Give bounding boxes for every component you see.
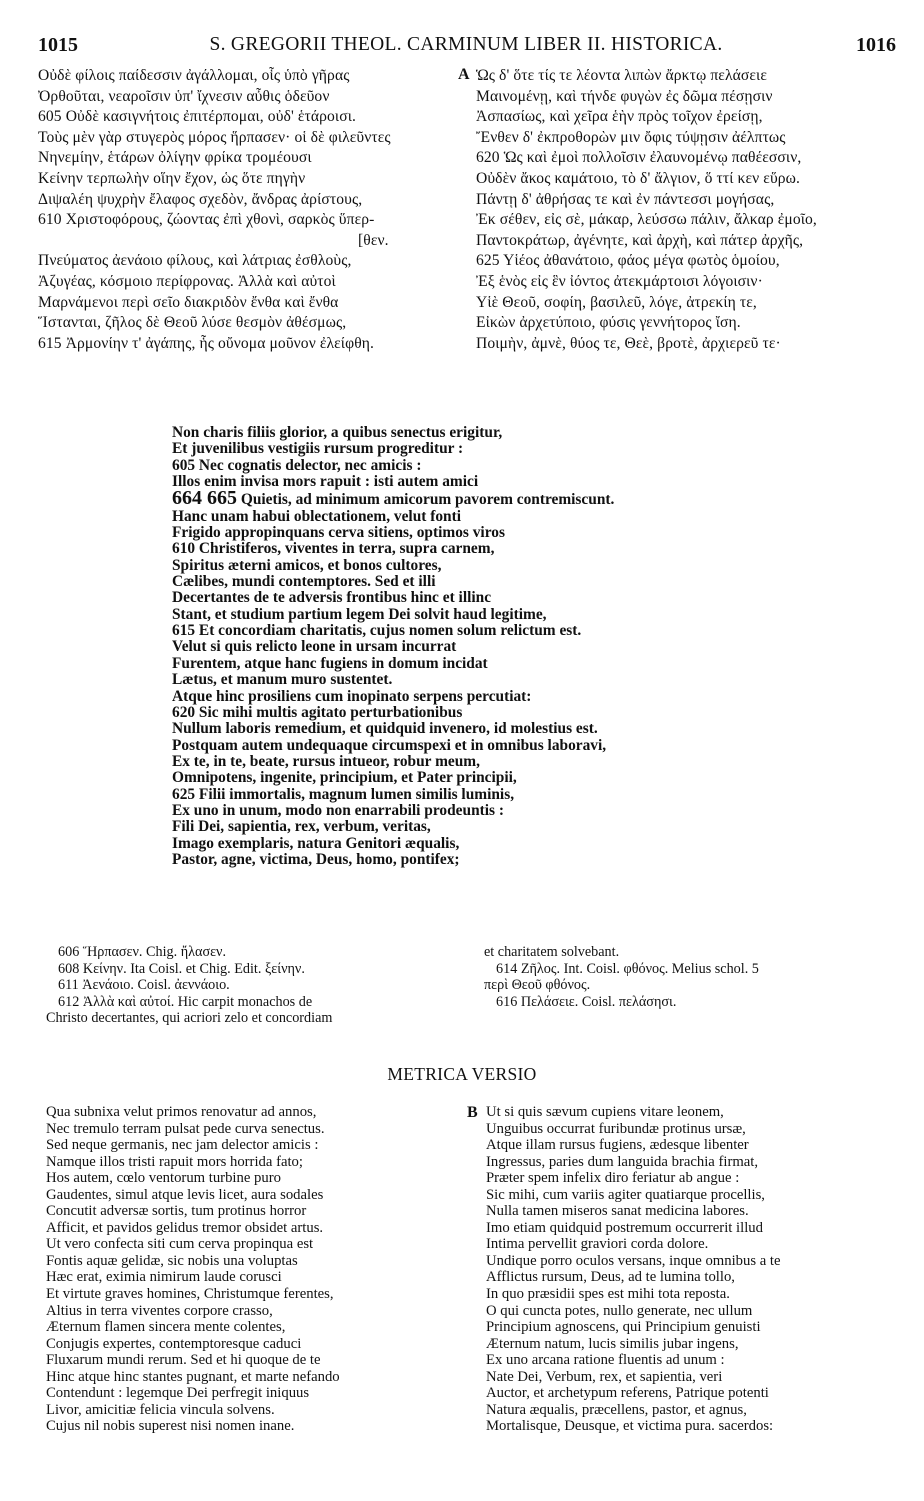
verse-line: Hæc erat, eximia nimirum laude corusci xyxy=(46,1269,282,1286)
verse-line: Æternum flamen sincera mente colentes, xyxy=(46,1319,286,1336)
latin-line: Ex uno in unum, modo non enarrabili prodeuntis : xyxy=(172,801,504,819)
verse-line: Contendunt : legemque Dei perfregit iniquus xyxy=(46,1385,310,1402)
column-numbers: 664 665 xyxy=(172,487,237,510)
greek-line: Ἔνθεν δ' ἐκπροθορὼν μιν ὄφις τύψῃσιν ἀέλπτως xyxy=(476,128,786,146)
verse-line: Natura æqualis, præcellens, pastor, et agnus, xyxy=(486,1401,747,1418)
verse-line: Atque illam rursus fugiens, ædesque libenter xyxy=(486,1137,749,1154)
verse-line: Livor, amicitiæ felicia vincula solvens. xyxy=(46,1401,275,1418)
running-header xyxy=(30,34,902,58)
greek-text-left-column xyxy=(38,66,458,354)
verse-line: Qua subnixa velut primos renovatur ad annos, xyxy=(46,1104,317,1120)
verse-line: Sed neque germanis, nec jam delector amicis : xyxy=(46,1137,319,1154)
greek-line: Πνεύματος ἀενάοιο φίλους, καὶ λάτριας ἐσθλοὺς, xyxy=(38,252,352,270)
footnote-line: 612 Ἀλλὰ καὶ αὐτοί. Hic carpit monachos de xyxy=(58,993,313,1010)
greek-line: Ἐξ ἑνὸς εἰς ἓν ἰόντος ἀτεκμάρτοισι λόγοισιν· xyxy=(476,272,763,290)
verse-line: Afficit, et pavidos gelidus tremor obsidet artus. xyxy=(46,1219,324,1236)
greek-line: Ποιμὴν, ἀμνὲ, θύος τε, Θεὲ, βροτὲ, ἀρχιερεῦ τε· xyxy=(476,334,781,352)
latin-line: Omnipotens, ingenite, principium, et Pater principii, xyxy=(172,769,517,787)
verse-line: Altius in terra viventes corpore crasso, xyxy=(46,1302,273,1319)
verse-line: Sic mihi, cum variis agiter quatiarque procellis, xyxy=(486,1186,765,1203)
latin-line: 625 Filii immortalis, magnum lumen similis luminis, xyxy=(172,785,515,803)
latin-line: 620 Sic mihi multis agitato perturbationibus xyxy=(172,703,463,721)
greek-line: Διψαλέη ψυχρὴν ἔλαφος σχεδὸν, ἄνδρας ἀρίστους, xyxy=(38,190,363,208)
verse-line: Fluxarum mundi rerum. Sed et hi quoque de te xyxy=(46,1352,321,1369)
verse-line: Unguibus occurrat furibundæ protinus ursæ, xyxy=(486,1120,746,1137)
verse-line: Ut vero confecta siti cum cerva propinqua est xyxy=(46,1236,314,1253)
verse-line: Imo etiam quidquid postremum occurrerit illud xyxy=(486,1219,763,1236)
latin-line: Stant, et studium partium legem Dei solvit haud legitime, xyxy=(172,605,547,623)
latin-line: Furentem, atque hanc fugiens in domum incidat xyxy=(172,654,488,672)
latin-line: 610 Christiferos, viventes in terra, supra carnem, xyxy=(172,540,495,558)
latin-line: Spiritus æterni amicos, et bonos cultores, xyxy=(172,556,442,574)
verse-line: Principium agnoscens, qui Principium genuisti xyxy=(486,1319,761,1336)
latin-line-text: Quietis, ad minimum amicorum pavorem contremiscunt. xyxy=(240,491,615,509)
metrica-versio-right-column xyxy=(486,1104,906,1435)
margin-marker-b: B xyxy=(467,1104,478,1121)
metrica-versio-left-column xyxy=(46,1104,466,1435)
greek-line: Ἀσπασίως, καὶ χεῖρα ἑὴν πρὸς τοῖχον ἐρείσῃ, xyxy=(476,108,763,126)
verse-line: Mortalisque, Deusque, et victima pura. sacerdos: xyxy=(486,1418,774,1435)
footnote-line: 606 Ἥρπασεν. Chig. ἤλασεν. xyxy=(58,944,227,960)
greek-line: Ἐκ σέθεν, εἰς σὲ, μάκαρ, λεύσσω πάλιν, ἄλκαρ ἐμοῖο, xyxy=(476,211,817,229)
verse-line: Et virtute graves homines, Christumque ferentes, xyxy=(46,1286,334,1303)
greek-line: 605 Οὐδὲ κασιγνήτοις ἐπιτέρπομαι, οὐδ' ἑτάροισι. xyxy=(38,108,357,126)
verse-line: Nec tremulo terram pulsat pede curva senectus. xyxy=(46,1120,325,1137)
greek-line: Τοὺς μὲν γὰρ στυγερὸς μόρος ἥρπασεν· οἱ δὲ φιλεῦντες xyxy=(38,128,391,146)
verse-line: Gaudentes, simul atque levis licet, aura sodales xyxy=(46,1186,324,1203)
greek-line: Μαρνάμενοι περὶ σεῖο διακριδὸν ἔνθα καὶ ἔνθα xyxy=(38,293,339,311)
latin-line: Atque hinc prosiliens cum inopinato serpens percutiat: xyxy=(172,687,532,705)
verse-line: Cujus nil nobis superest nisi nomen inane. xyxy=(46,1418,295,1435)
latin-line: 605 Nec cognatis delector, nec amicis : xyxy=(172,456,422,474)
verse-line: Æternum natum, lucis similis jubar ingens, xyxy=(486,1335,739,1352)
left-page-number: 1015 xyxy=(38,34,78,56)
latin-line: Hanc unam habui oblectationem, velut fonti xyxy=(172,507,462,525)
verse-line: Ex uno arcana ratione fluentis ad unum : xyxy=(486,1352,725,1369)
latin-line: Imago exemplaris, natura Genitori æqualis, xyxy=(172,834,460,852)
latin-line: Nullum laboris remedium, et quidquid invenero, id molestius est. xyxy=(172,720,598,738)
verse-line: Intima pervellit graviori corda dolore. xyxy=(486,1236,709,1253)
latin-line: Et juvenilibus vestigiis rursum progreditur : xyxy=(172,440,464,458)
footnote-line: 614 Ζῆλος. Int. Coisl. φθόνος. Melius schol. 5 xyxy=(496,960,759,977)
verse-line: Nulla tamen miseros sanat medicina labores. xyxy=(486,1203,749,1220)
greek-line: Ὀρθοῦται, νεαροῖσιν ὑπ' ἴχνεσιν αὖθις ὁδεῦον xyxy=(38,87,330,105)
verse-line: In quo præsidii spes est mihi tota reposta. xyxy=(486,1286,730,1303)
greek-line: Υἱὲ Θεοῦ, σοφίη, βασιλεῦ, λόγε, ἀτρεκίη τε, xyxy=(476,293,757,311)
greek-line: Ὡς δ' ὅτε τίς τε λέοντα λιπὼν ἄρκτῳ πελάσειε xyxy=(476,67,767,84)
greek-line: Πάντῃ δ' ἀθρήσας τε καὶ ἐν πάντεσσι μογήσας, xyxy=(476,190,775,208)
greek-line: 620 Ὡς καὶ ἐμοὶ πολλοῖσιν ἐλαυνομένῳ παθέεσσιν, xyxy=(476,149,802,167)
greek-line: Κείνην τερπωλὴν οἵην ἔχον, ὡς ὅτε πηγὴν xyxy=(38,169,306,187)
greek-line-continuation: [θεν. xyxy=(358,231,389,249)
greek-text-right-column xyxy=(476,66,896,354)
footnote-line: 608 Κείνην. Ita Coisl. et Chig. Edit. ξείνην. xyxy=(58,960,305,977)
footnote-line: et charitatem solvebant. xyxy=(484,944,620,960)
verse-line: Hinc atque hinc stantes pugnant, et marte nefando xyxy=(46,1368,340,1385)
margin-marker-a: A xyxy=(458,66,470,83)
greek-line: 625 Υἱέος ἀθανάτοιο, φάος μέγα φωτὸς ὁμοίου, xyxy=(476,252,780,270)
latin-line: 615 Et concordiam charitatis, cujus nomen solum relictum est. xyxy=(172,622,582,640)
latin-line: Fili Dei, sapientia, rex, verbum, veritas, xyxy=(172,818,431,836)
latin-line: Frigido appropinquans cerva sitiens, optimos viros xyxy=(172,524,505,542)
greek-line: Μαινομένῃ, καὶ τήνδε φυγὼν ἐς δῶμα πέσῃσιν xyxy=(476,87,773,105)
latin-line-with-column-numbers xyxy=(172,487,772,510)
latin-line: Non charis filiis glorior, a quibus senectus erigitur, xyxy=(172,424,503,441)
verse-line: Auctor, et archetypum referens, Patrique potenti xyxy=(486,1385,769,1402)
latin-line: Decertantes de te adversis frontibus hinc et illinc xyxy=(172,589,492,607)
greek-line: 610 Χριστοφόρους, ζώοντας ἐπὶ χθονὶ, σαρκὸς ὕπερ- xyxy=(38,211,375,229)
verse-line: Undique porro oculos versans, inque omnibus a te xyxy=(486,1252,781,1269)
greek-line: Παντοκράτωρ, ἀγένητε, καὶ ἀρχὴ, καὶ πάτερ ἀρχῆς, xyxy=(476,231,804,249)
greek-line: Ἀζυγέας, κόσμοιο περίφρονας. Ἀλλὰ καὶ αὐτοὶ xyxy=(38,272,336,290)
verse-line: Ut si quis sævum cupiens vitare leonem, xyxy=(486,1104,724,1120)
verse-line: O qui cuncta potes, nullo generate, nec ullum xyxy=(486,1302,753,1319)
latin-line: Ex te, in te, beate, rursus intueor, robur meum, xyxy=(172,752,480,770)
page-title: S. GREGORII THEOL. CARMINUM LIBER II. HISTORICA. xyxy=(209,34,723,55)
footnote-line: Christo decertantes, qui acriori zelo et concordiam xyxy=(46,1010,333,1027)
footnote-line: 611 Ἀενάοιο. Coisl. ἀεννάοιο. xyxy=(58,977,230,994)
latin-line: Velut si quis relicto leone in ursam incurrat xyxy=(172,638,457,656)
latin-line: Postquam autem undequaque circumspexi et in omnibus laboravi, xyxy=(172,736,607,754)
latin-line: Lætus, et manum muro sustentet. xyxy=(172,671,393,689)
greek-line: Ἵστανται, ζῆλος δὲ Θεοῦ λύσε θεσμὸν ἀθέσμως, xyxy=(38,314,347,332)
footnote-line: περὶ Θεοῦ φθόνος. xyxy=(484,977,591,994)
greek-line: Οὐδὲν ἄκος καμάτοιο, τὸ δ' ἄλγιον, ὅ ττί κεν εὕρω. xyxy=(476,169,801,187)
latin-line: Illos enim invisa mors rapuit : isti autem amici xyxy=(172,473,479,491)
verse-line: Præter spem infelix diro feriatur ab angue : xyxy=(486,1170,740,1187)
verse-line: Fontis aquæ gelidæ, sic nobis una voluptas xyxy=(46,1252,298,1269)
verse-line: Conjugis expertes, contemptoresque caduci xyxy=(46,1335,302,1352)
latin-translation xyxy=(172,425,772,868)
greek-line: Νηνεμίην, ἑτάρων ὀλίγην φρίκα τρομέουσι xyxy=(38,149,312,167)
right-page-number: 1016 xyxy=(856,34,896,56)
verse-line: Namque illos tristi rapuit mors horrida fato; xyxy=(46,1153,303,1170)
verse-line: Concutit adversæ sortis, tum protinus horror xyxy=(46,1203,307,1220)
greek-line: 615 Ἀρμονίην τ' ἀγάπης, ἧς οὔνομα μοῦνον ἐλείφθη. xyxy=(38,334,375,352)
footnotes-right-column xyxy=(484,944,904,1010)
verse-line: Afflictus rursum, Deus, ad te lumina tollo, xyxy=(486,1269,735,1286)
latin-line: Pastor, agne, victima, Deus, homo, pontifex; xyxy=(172,850,460,868)
verse-line: Nate Dei, Verbum, rex, et sapientia, veri xyxy=(486,1368,723,1385)
greek-line: Οὐδὲ φίλοις παίδεσσιν ἀγάλλομαι, οἷς ὑπὸ γῆρας xyxy=(38,67,350,84)
verse-line: Ingressus, paries dum languida brachia firmat, xyxy=(486,1153,759,1170)
latin-line: Cælibes, mundi contemptores. Sed et illi xyxy=(172,573,436,591)
verse-line: Hos autem, cœlo ventorum turbine puro xyxy=(46,1170,281,1187)
greek-line: Εἰκὼν ἀρχετύποιο, φύσις γεννήτορος ἴση. xyxy=(476,314,741,332)
footnotes-left-column xyxy=(46,944,466,1027)
footnote-line: 616 Πελάσειε. Coisl. πελάσησι. xyxy=(496,993,677,1010)
metrica-versio-heading: METRICA VERSIO xyxy=(387,1064,537,1084)
